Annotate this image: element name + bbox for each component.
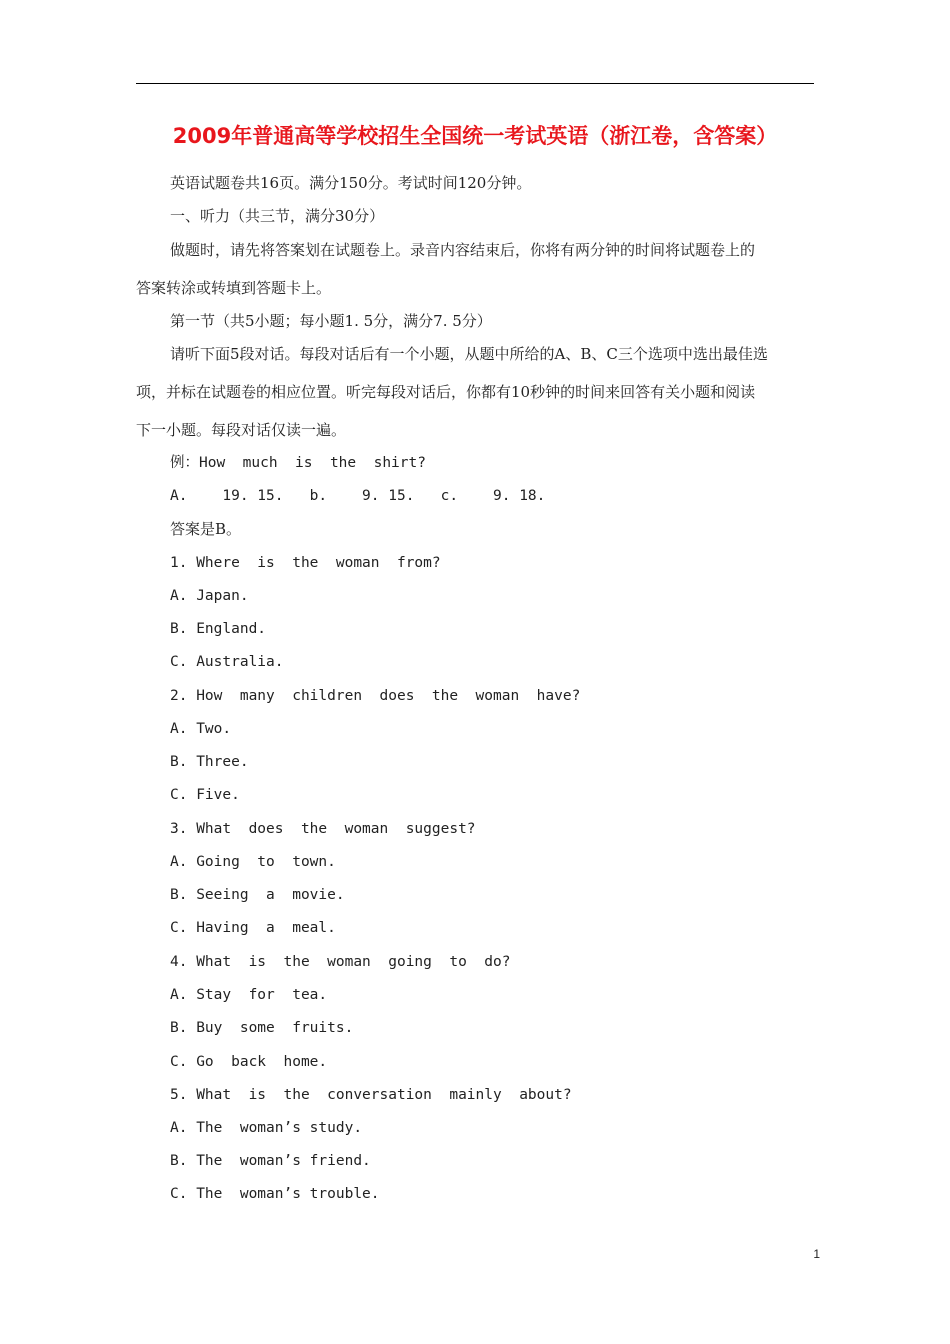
section-heading: 第一节（共5小题；每小题1. 5分，满分7. 5分）: [170, 312, 492, 330]
question-2-option-b: B. Three.: [170, 754, 249, 770]
question-5-option-c: C. The woman’s trouble.: [170, 1186, 380, 1202]
question-3-option-b: B. Seeing a movie.: [170, 887, 345, 903]
example-question: 例：How much is the shirt?: [170, 455, 426, 471]
header-rule: [136, 83, 814, 84]
part-heading: 一、听力（共三节，满分30分）: [170, 207, 385, 225]
page-title: 2009年普通高等学校招生全国统一考试英语（浙江卷，含答案）: [172, 124, 778, 148]
question-5-option-b: B. The woman’s friend.: [170, 1153, 371, 1169]
question-3-option-a: A. Going to town.: [170, 854, 336, 870]
question-5-option-a: A. The woman’s study.: [170, 1120, 363, 1136]
instruction-line-2: 答案转涂或转填到答题卡上。: [136, 279, 332, 297]
question-1-option-b: B. England.: [170, 621, 267, 637]
question-2-option-a: A. Two.: [170, 721, 232, 737]
page-number: 1: [813, 1247, 820, 1261]
direction-line-2: 项，并标在试题卷的相应位置。听完每段对话后，你都有10秒钟的时间来回答有关小题和阅读: [136, 383, 756, 401]
question-2: 2. How many children does the woman have?: [170, 688, 581, 704]
question-5: 5. What is the conversation mainly about?: [170, 1087, 572, 1103]
direction-line-1: 请听下面5段对话。每段对话后有一个小题，从题中所给的A、B、C三个选项中选出最佳选: [170, 345, 768, 363]
question-4: 4. What is the woman going to do?: [170, 954, 511, 970]
question-1: 1. Where is the woman from?: [170, 555, 441, 571]
question-1-option-c: C. Australia.: [170, 654, 284, 670]
example-options: A. 19. 15. b. 9. 15. c. 9. 18.: [170, 488, 546, 504]
question-4-option-a: A. Stay for tea.: [170, 987, 328, 1003]
instruction-line-1: 做题时，请先将答案划在试题卷上。录音内容结束后，你将有两分钟的时间将试题卷上的: [170, 241, 756, 259]
question-4-option-b: B. Buy some fruits.: [170, 1020, 354, 1036]
question-3: 3. What does the woman suggest?: [170, 821, 476, 837]
question-4-option-c: C. Go back home.: [170, 1054, 328, 1070]
direction-line-3: 下一小题。每段对话仅读一遍。: [136, 421, 347, 439]
example-answer: 答案是B。: [170, 520, 242, 538]
question-1-option-a: A. Japan.: [170, 588, 249, 604]
exam-total-info: 英语试题卷共16页。满分150分。考试时间120分钟。: [170, 174, 532, 192]
question-2-option-c: C. Five.: [170, 787, 240, 803]
question-3-option-c: C. Having a meal.: [170, 920, 336, 936]
